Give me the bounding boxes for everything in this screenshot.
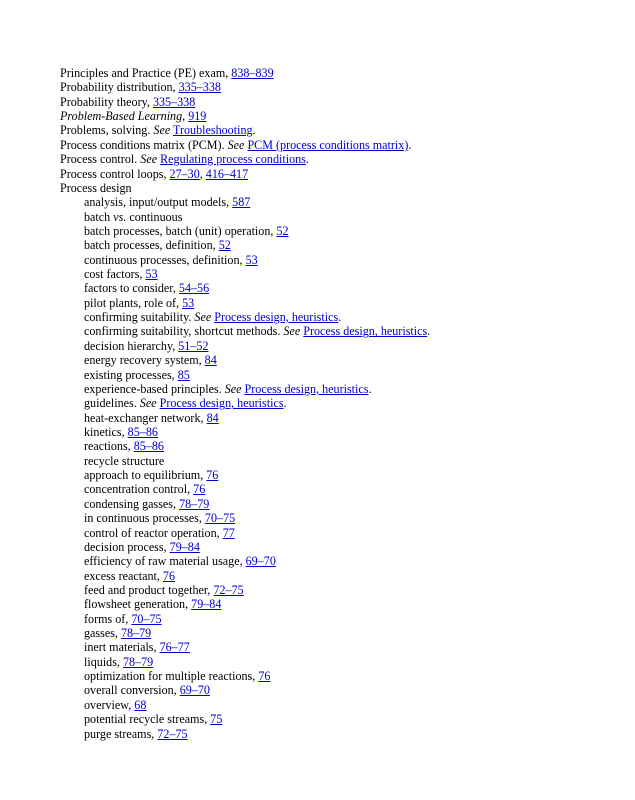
index-entry — [60, 95, 620, 109]
index-subentry — [60, 511, 620, 525]
page-reference-link[interactable]: Process design, heuristics — [214, 310, 339, 325]
index-subentry — [60, 195, 620, 209]
index-subentry — [60, 669, 620, 683]
page-reference-link[interactable]: 919 — [188, 109, 207, 124]
italic-text: See — [227, 137, 245, 152]
index-entry — [60, 152, 620, 166]
entry-text: Process control loops, — [60, 166, 170, 181]
entry-text: concentration control, — [84, 482, 194, 497]
page-reference-link[interactable]: 78–79 — [122, 654, 154, 669]
page-reference-link[interactable]: 84 — [206, 410, 219, 425]
page-reference-link[interactable]: 52 — [218, 238, 231, 253]
index-subentry — [60, 640, 620, 654]
page-reference-link[interactable]: 75 — [210, 712, 223, 727]
page-reference-link[interactable]: 69–70 — [245, 554, 276, 569]
entry-text: feed and product together, — [84, 582, 214, 597]
page-reference-link[interactable]: 79–84 — [191, 597, 222, 612]
page-reference-link[interactable]: 72–75 — [157, 726, 188, 741]
index-subentry — [60, 238, 620, 252]
index-subentry — [60, 339, 620, 353]
entry-text: energy recovery system, — [84, 353, 205, 368]
page-reference-link[interactable]: 70–75 — [204, 511, 236, 526]
index-subentry — [60, 583, 620, 597]
entry-text: excess reactant, — [84, 568, 163, 583]
index-subentry — [60, 597, 620, 611]
page-reference-link[interactable]: 416–417 — [205, 166, 249, 181]
entry-text: Process control. — [60, 152, 141, 167]
page-reference-link[interactable]: 79–84 — [169, 539, 200, 554]
entry-text: factors to consider, — [84, 281, 179, 296]
page-reference-link[interactable]: 76 — [162, 568, 175, 583]
entry-text: overall conversion, — [84, 683, 180, 698]
index-subentry — [60, 554, 620, 568]
index-subentry — [60, 281, 620, 295]
entry-text: batch — [84, 209, 114, 224]
page-reference-link[interactable]: Troubleshooting — [173, 123, 253, 138]
index-subentry — [60, 683, 620, 697]
entry-text: batch processes, batch (unit) operation, — [84, 223, 277, 238]
index-subentry — [60, 712, 620, 726]
entry-text: , — [199, 166, 206, 181]
entry-text: . — [368, 381, 372, 396]
index-subentry — [60, 468, 620, 482]
entry-text: potential recycle streams, — [84, 712, 211, 727]
page-reference-link[interactable]: Regulating process conditions — [160, 152, 306, 167]
page-reference-link[interactable]: 76 — [258, 669, 271, 684]
index-subentry — [60, 626, 620, 640]
entry-text: optimization for multiple reactions, — [84, 669, 259, 684]
entry-text: in continuous processes, — [84, 511, 205, 526]
entry-text: , — [182, 109, 189, 124]
italic-text: See — [224, 381, 242, 396]
index-subentry — [60, 411, 620, 425]
entry-text: existing processes, — [84, 367, 178, 382]
index-subentry — [60, 540, 620, 554]
index-entry — [60, 123, 620, 137]
entry-text: pilot plants, role of, — [84, 295, 183, 310]
index-subentry — [60, 526, 620, 540]
italic-text: vs. — [113, 209, 127, 224]
page-reference-link[interactable]: 78–79 — [179, 496, 210, 511]
italic-text: See — [139, 396, 157, 411]
index-subentry — [60, 368, 620, 382]
index-entry — [60, 109, 620, 123]
index-subentry — [60, 396, 620, 410]
entry-text: Process conditions matrix (PCM). — [60, 137, 228, 152]
index-subentry — [60, 382, 620, 396]
entry-text: batch processes, definition, — [84, 238, 219, 253]
index-subentry — [60, 612, 620, 626]
index-subentry — [60, 210, 620, 224]
page-reference-link[interactable]: 53 — [145, 267, 158, 282]
page-reference-link[interactable]: 53 — [182, 295, 195, 310]
entry-text: heat-exchanger network, — [84, 410, 207, 425]
entry-text: efficiency of raw material usage, — [84, 554, 246, 569]
entry-text: . — [305, 152, 309, 167]
page-reference-link[interactable]: 69–70 — [179, 683, 210, 698]
italic-text: See — [283, 324, 301, 339]
page-reference-link[interactable]: 78–79 — [120, 626, 152, 641]
entry-text: Probability theory, — [60, 94, 153, 109]
index-subentry — [60, 296, 620, 310]
entry-text: forms of, — [84, 611, 132, 626]
entry-text: recycle structure — [84, 453, 165, 468]
italic-text: See — [140, 152, 158, 167]
entry-text: . — [408, 137, 412, 152]
entry-text: . — [252, 123, 256, 138]
entry-text: . — [283, 396, 287, 411]
page-reference-link[interactable]: 27–30 — [169, 166, 200, 181]
entry-text: confirming suitability. — [84, 310, 195, 325]
entry-text: liquids, — [84, 654, 123, 669]
entry-text: inert materials, — [84, 640, 160, 655]
page-reference-link[interactable]: Process design, heuristics — [244, 381, 369, 396]
page-reference-link[interactable]: 70–75 — [131, 611, 162, 626]
entry-text: condensing gasses, — [84, 496, 180, 511]
entry-text: continuous processes, definition, — [84, 252, 246, 267]
index-subentry — [60, 655, 620, 669]
page-reference-link[interactable]: 76 — [193, 482, 206, 497]
index-entry — [60, 80, 620, 94]
italic-text: Problem-Based Learning — [60, 109, 183, 124]
entry-text: continuous — [126, 209, 183, 224]
index-subentry — [60, 569, 620, 583]
page-reference-link[interactable]: 53 — [245, 252, 258, 267]
entry-text: Problems, solving. — [60, 123, 154, 138]
page-reference-link[interactable]: 54–56 — [178, 281, 210, 296]
entry-text: flowsheet generation, — [84, 597, 192, 612]
index-entry — [60, 181, 620, 195]
entry-text: Process design — [60, 180, 132, 195]
index-subentry — [60, 727, 620, 741]
index-subentry — [60, 224, 620, 238]
page-reference-link[interactable]: 68 — [134, 697, 147, 712]
page-reference-link[interactable]: 52 — [276, 223, 289, 238]
italic-text: See — [194, 310, 212, 325]
index-entry — [60, 167, 620, 181]
index-page — [60, 66, 620, 741]
index-subentry — [60, 267, 620, 281]
index-entry — [60, 138, 620, 152]
entry-text: cost factors, — [84, 267, 146, 282]
entry-text: overview, — [84, 697, 135, 712]
page-reference-link[interactable]: 335–338 — [152, 94, 196, 109]
page-reference-link[interactable]: 838–839 — [231, 66, 274, 80]
page-reference-link[interactable]: 76–77 — [159, 640, 190, 655]
index-subentry — [60, 454, 620, 468]
page-reference-link[interactable]: 72–75 — [213, 582, 244, 597]
page-reference-link[interactable]: Process design, heuristics — [303, 324, 428, 339]
page-reference-link[interactable]: PCM (process conditions matrix) — [247, 137, 409, 152]
page-reference-link[interactable]: 84 — [204, 353, 217, 368]
index-subentry — [60, 253, 620, 267]
page-reference-link[interactable]: 77 — [222, 525, 235, 540]
entry-text: Probability distribution, — [60, 80, 179, 95]
entry-text: guidelines. — [84, 396, 140, 411]
index-subentry — [60, 482, 620, 496]
entry-text: purge streams, — [84, 726, 158, 741]
entry-text: experience-based principles. — [84, 381, 225, 396]
entry-text: . — [427, 324, 431, 339]
page-reference-link[interactable]: 85 — [177, 367, 190, 382]
entry-text: decision hierarchy, — [84, 338, 179, 353]
index-entry — [60, 66, 620, 80]
page-reference-link[interactable]: Process design, heuristics — [159, 396, 284, 411]
page-reference-link[interactable]: 51–52 — [178, 338, 209, 353]
entry-text: approach to equilibrium, — [84, 468, 207, 483]
entry-text: confirming suitability, shortcut methods. — [84, 324, 284, 339]
entry-text: . — [338, 310, 342, 325]
index-subentry — [60, 439, 620, 453]
page-reference-link[interactable]: 335–338 — [178, 80, 221, 95]
index-subentry — [60, 324, 620, 338]
page-reference-link[interactable]: 76 — [206, 468, 219, 483]
index-subentry — [60, 353, 620, 367]
index-subentry — [60, 425, 620, 439]
entry-text: decision process, — [84, 539, 170, 554]
entry-text: gasses, — [84, 626, 121, 641]
page-reference-link[interactable]: 85–86 — [127, 424, 158, 439]
entry-text: analysis, input/output models, — [84, 195, 233, 210]
page-reference-link[interactable]: 85–86 — [133, 439, 164, 454]
index-subentry — [60, 497, 620, 511]
italic-text: See — [153, 123, 171, 138]
entry-text: control of reactor operation, — [84, 525, 223, 540]
page-reference-link[interactable]: 587 — [232, 195, 251, 210]
index-subentry — [60, 698, 620, 712]
entry-text: reactions, — [84, 439, 134, 454]
entry-text: kinetics, — [84, 424, 128, 439]
index-subentry — [60, 310, 620, 324]
entry-text: Principles and Practice (PE) exam, — [60, 66, 232, 80]
